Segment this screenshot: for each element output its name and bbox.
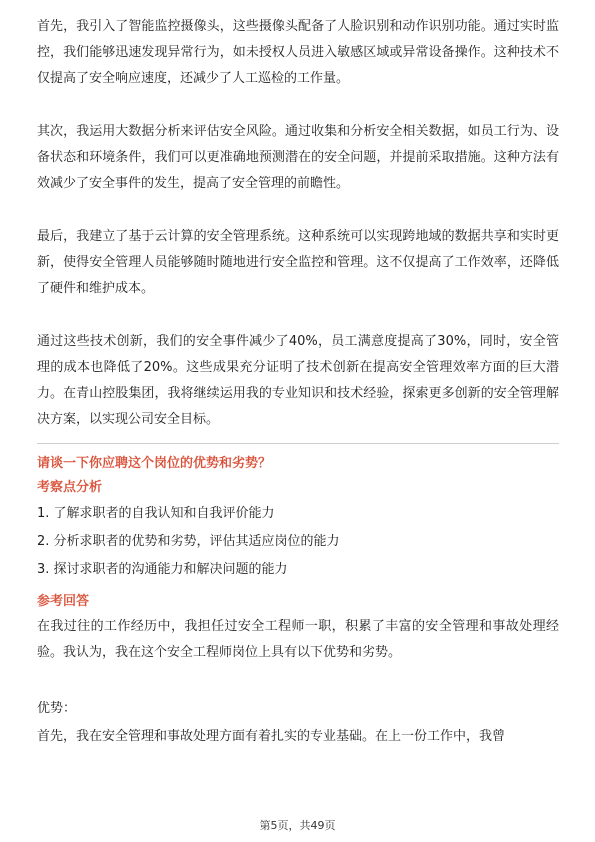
- answer-heading: 参考回答: [37, 594, 90, 609]
- paragraph-big-data: 其次，我运用大数据分析来评估安全风险。通过收集和分析安全相关数据，如员工行为、设备状态和环境条件，我们可以更准确地预测潜在的安全问题，并提前采取措施。这种方法有效减少了安全事件的发生，提高了安全管理的前瞻性。: [37, 124, 559, 191]
- paragraph-gap: [37, 666, 559, 696]
- analysis-item: 1. 了解求职者的自我认知和自我评价能力: [37, 506, 275, 521]
- paragraph-results: 通过这些技术创新，我们的安全事件减少了40%，员工满意度提高了30%，同时，安全管理的成本也降低了20%。这些成果充分证明了技术创新在提高安全管理效率方面的巨大潜力。在青山控股集团，我将继续运用我的专业知识和技术经验，探索更多创新的安全管理解决方案，以实现公司安全目标。: [37, 334, 559, 427]
- answer-intro: 在我过往的工作经历中，我担任过安全工程师一职，积累了丰富的安全管理和事故处理经验。我认为，我在这个安全工程师岗位上具有以下优势和劣势。: [37, 619, 559, 660]
- paragraph-cloud: 最后，我建立了基于云计算的安全管理系统。这种系统可以实现跨地域的数据共享和实时更新，使得安全管理人员能够随时随地进行安全监控和管理。这不仅提高了工作效率，还降低了硬件和维护成本。: [37, 229, 559, 296]
- paragraph-gap: [37, 197, 559, 224]
- paragraph-gap: [37, 302, 559, 329]
- paragraph-camera: 首先，我引入了智能监控摄像头，这些摄像头配备了人脸识别和动作识别功能。通过实时监控，我们能够迅速发现异常行为，如未授权人员进入敏感区域或异常设备操作。这种技术不仅提高了安全响应速度，还减少了人工巡检的工作量。: [37, 19, 559, 86]
- interview-question: 请谈一下你应聘这个岗位的优势和劣势？: [37, 456, 272, 471]
- document-page: [37, 14, 559, 750]
- advantages-label: 优势：: [37, 701, 77, 716]
- section-divider: [37, 443, 559, 444]
- advantages-first-line: 首先，我在安全管理和事故处理方面有着扎实的专业基础。在上一份工作中，我曾: [37, 729, 506, 744]
- page-number-footer: 第5页，共49页: [259, 819, 336, 832]
- analysis-heading: 考察点分析: [37, 480, 103, 495]
- analysis-item: 2. 分析求职者的优势和劣势，评估其适应岗位的能力: [37, 534, 340, 549]
- analysis-item: 3. 探讨求职者的沟通能力和解决问题的能力: [37, 562, 288, 577]
- paragraph-gap: [37, 92, 559, 119]
